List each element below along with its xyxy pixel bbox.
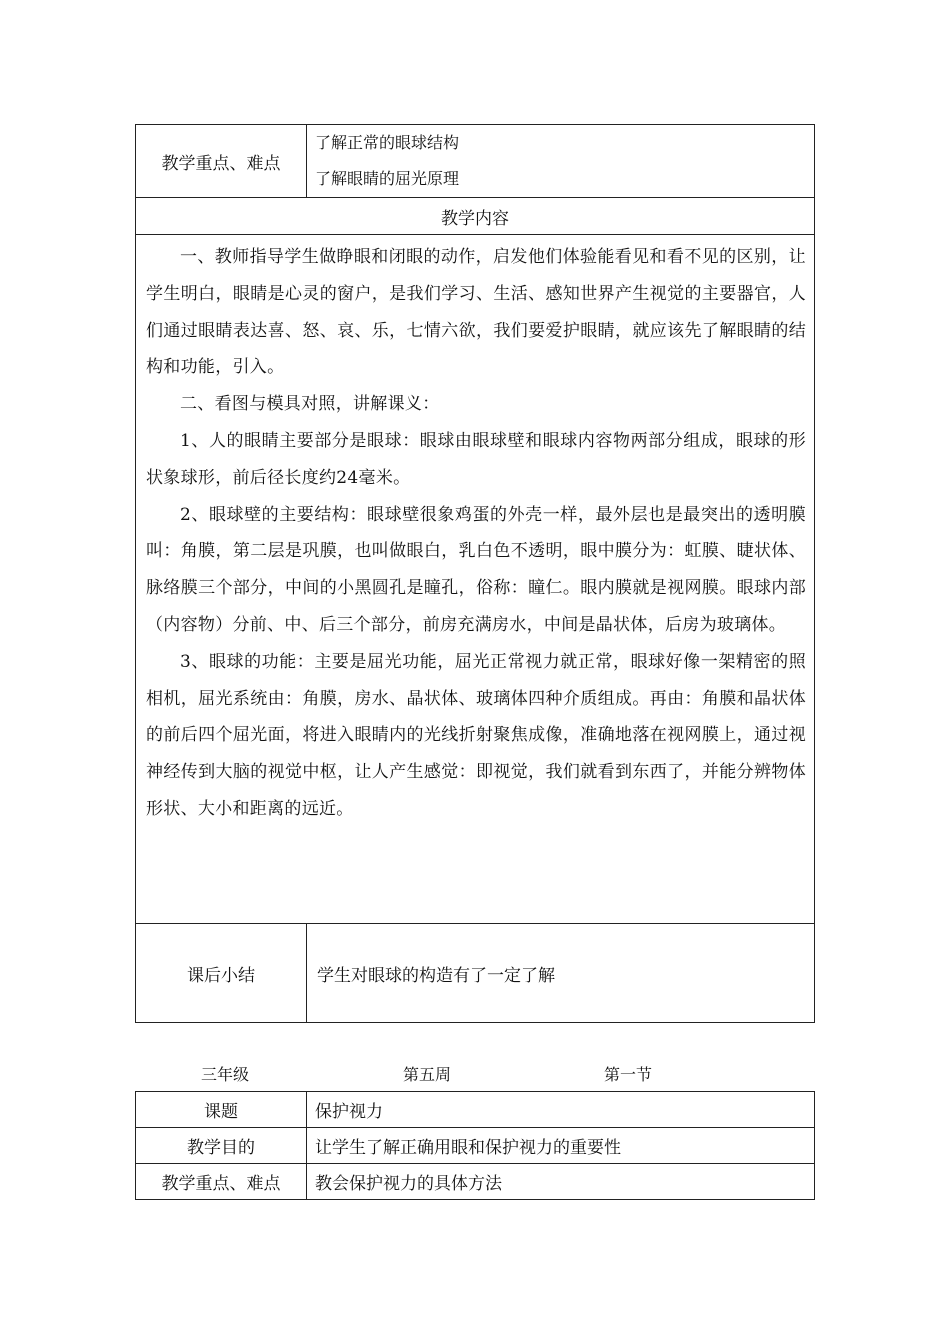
content-header: 教学内容 bbox=[136, 198, 815, 235]
key-points-value-2: 教会保护视力的具体方法 bbox=[307, 1164, 815, 1200]
paragraph-3: 1、人的眼睛主要部分是眼球：眼球由眼球壁和眼球内容物两部分组成，眼球的形状象球形，前后径长度约24毫米。 bbox=[146, 430, 806, 488]
key-points-label-2: 教学重点、难点 bbox=[136, 1164, 307, 1200]
section-label: 第一节 bbox=[604, 1065, 653, 1084]
key-point-2: 了解眼睛的屈光原理 bbox=[315, 169, 460, 188]
summary-row bbox=[136, 924, 815, 1023]
content-body bbox=[136, 235, 815, 924]
paragraph-1: 一、教师指导学生做睁眼和闭眼的动作，启发他们体验能看见和看不见的区别，让学生明白，眼睛是心灵的窗户，是我们学习、生活、感知世界产生视觉的主要器官，人们通过眼睛表达喜、怒、哀、乐，七情六欲，我们要爱护眼睛，就应该先了解眼睛的结构和功能，引入。 bbox=[146, 247, 806, 378]
topic-label: 课题 bbox=[136, 1092, 307, 1128]
paragraph-5: 3、眼球的功能：主要是屈光功能，屈光正常视力就正常，眼球好像一架精密的照相机，屈光系统由：角膜，房水、晶状体、玻璃体四种介质组成。再由：角膜和晶状体的前后四个屈光面，将进入眼睛内的光线折射聚焦成像，准确地落在视网膜上，通过视神经传到大脑的视觉中枢，让人产生感觉：即视觉，我们就看到东西了，并能分辨物体形状、大小和距离的远近。 bbox=[146, 651, 806, 819]
key-points-row-2 bbox=[136, 1164, 815, 1200]
content-body-row bbox=[136, 235, 815, 924]
key-point-1: 了解正常的眼球结构 bbox=[315, 133, 460, 152]
topic-value: 保护视力 bbox=[307, 1092, 815, 1128]
lesson-table-2 bbox=[135, 1091, 815, 1200]
content-header-row bbox=[136, 198, 815, 235]
summary-value: 学生对眼球的构造有了一定了解 bbox=[307, 924, 815, 1023]
grade-line bbox=[0, 1062, 950, 1082]
key-points-cell bbox=[307, 125, 815, 198]
grade-label: 三年级 bbox=[201, 1065, 250, 1084]
week-label: 第五周 bbox=[403, 1065, 452, 1084]
lesson-table-1 bbox=[135, 124, 815, 1023]
goal-label: 教学目的 bbox=[136, 1128, 307, 1164]
paragraph-4: 2、眼球壁的主要结构：眼球壁很象鸡蛋的外壳一样，最外层也是最突出的透明膜叫：角膜，第二层是巩膜，也叫做眼白，乳白色不透明，眼中膜分为：虹膜、睫状体、脉络膜三个部分，中间的小黑圆孔是瞳孔，俗称：瞳仁。眼内膜就是视网膜。眼球内部（内容物）分前、中、后三个部分，前房充满房水，中间是晶状体，后房为玻璃体。 bbox=[146, 504, 806, 635]
key-points-row bbox=[136, 125, 815, 198]
summary-label: 课后小结 bbox=[136, 924, 307, 1023]
topic-row bbox=[136, 1092, 815, 1128]
paragraph-2: 二、看图与模具对照，讲解课义： bbox=[180, 394, 440, 415]
goal-value: 让学生了解正确用眼和保护视力的重要性 bbox=[307, 1128, 815, 1164]
key-points-label: 教学重点、难点 bbox=[136, 125, 307, 198]
goal-row bbox=[136, 1128, 815, 1164]
